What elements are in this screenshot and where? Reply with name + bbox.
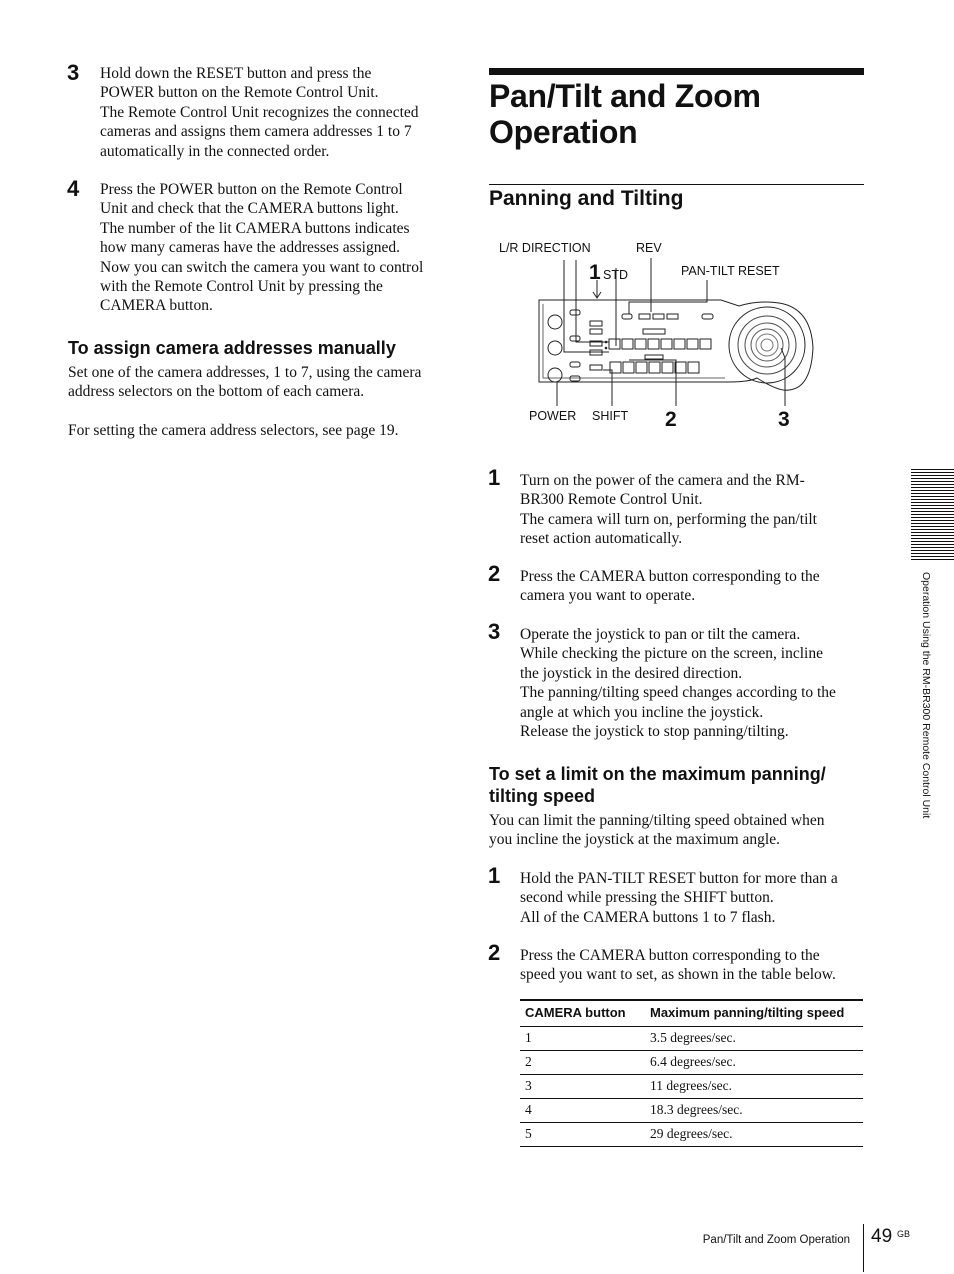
heading-line: tilting speed [489,786,596,806]
remote-control-diagram [489,230,864,435]
text-line: how many cameras have the addresses assigned. [100,239,400,257]
assign-paragraph [68,363,453,402]
label-pan-tilt-reset: PAN-TILT RESET [681,264,780,278]
table-cell: 2 [520,1050,645,1074]
text-line: For setting the camera address selectors, see page 19. [68,422,399,439]
limit-paragraph [489,811,864,850]
side-tab-stripes [911,469,954,560]
text-line: reset action automatically. [520,530,683,548]
label-lr-direction: L/R DIRECTION [499,241,591,255]
label-power: POWER [529,409,577,423]
table-cell: 6.4 degrees/sec. [645,1050,863,1074]
text-line: Operate the joystick to pan or tilt the camera. [520,626,801,643]
text-line: automatically in the connected order. [100,142,330,160]
label-std: STD [603,268,628,282]
page-title: Pan/Tilt and Zoom Operation [489,78,761,150]
table-row [520,1026,863,1050]
remote-control-drawing [489,230,864,435]
table-header: CAMERA button [520,1000,645,1026]
limit-heading [489,763,864,807]
text-line: Unit and check that the CAMERA buttons light. [100,200,399,218]
step-text [100,64,450,161]
step-text [520,567,865,606]
heading-line: To set a limit on the maximum panning/ [489,764,826,784]
step-number: 3 [67,60,80,85]
text-line: Hold the PAN-TILT RESET button for more than a [520,870,838,887]
text-line: Hold down the RESET button and press the [100,65,372,82]
callout-2: 2 [665,408,677,431]
step-number: 2 [488,561,501,586]
text-line: The camera will turn on, performing the pan/tilt [520,510,817,528]
label-rev: REV [636,241,662,255]
text-line: second while pressing the SHIFT button. [520,889,774,907]
text-line: The Remote Control Unit recognizes the connected [100,103,419,121]
step-number: 1 [488,465,501,490]
step-text [100,180,450,316]
table-cell: 5 [520,1122,645,1146]
table-row [520,1122,863,1146]
text-line: Press the CAMERA button corresponding to the [520,947,820,964]
text-line: you incline the joystick at the maximum angle. [489,831,780,849]
label-shift: SHIFT [592,409,629,423]
table-header: Maximum panning/tilting speed [645,1000,863,1026]
table-header-row [520,1000,863,1026]
callout-3: 3 [778,408,790,431]
table-row [520,1050,863,1074]
page-suffix: GB [897,1229,911,1239]
table-cell: 29 degrees/sec. [645,1122,863,1146]
footer-section: Pan/Tilt and Zoom Operation [702,1234,850,1246]
table-row [520,1098,863,1122]
setting-paragraph [68,421,453,440]
text-line: Press the POWER button on the Remote Control [100,181,403,198]
table-cell: 11 degrees/sec. [645,1074,863,1098]
text-line: All of the CAMERA buttons 1 to 7 flash. [520,908,776,926]
table-cell: 4 [520,1098,645,1122]
title-bar [489,68,864,75]
table-cell: 3.5 degrees/sec. [645,1026,863,1050]
section-rule [489,184,864,185]
section-title: Panning and Tilting [489,187,684,210]
text-line: address selectors on the bottom of each camera. [68,383,365,401]
text-line: While checking the picture on the screen, incline [520,645,823,663]
text-line: camera you want to operate. [520,587,696,605]
step-text [520,869,865,927]
step-text [520,946,865,985]
text-line: with the Remote Control Unit by pressing the [100,278,383,296]
footer-rule [863,1224,864,1272]
table-cell: 3 [520,1074,645,1098]
text-line: Press the CAMERA button corresponding to the [520,568,820,585]
side-tab-text: Operation Using the RM-BR300 Remote Control Unit [920,572,932,819]
table-cell: 1 [520,1026,645,1050]
step-text [520,625,865,741]
text-line: BR300 Remote Control Unit. [520,491,703,509]
text-line: CAMERA button. [100,297,213,315]
text-line: Release the joystick to stop panning/tilting. [520,723,789,741]
text-line: angle at which you incline the joystick. [520,703,764,721]
text-line: Now you can switch the camera you want to control [100,258,424,276]
text-line: You can limit the panning/tilting speed obtained when [489,812,825,829]
page-number: 49 [871,1226,893,1247]
step-number: 1 [488,863,501,888]
callout-1: 1 [589,261,601,284]
text-line: Set one of the camera addresses, 1 to 7, using the camera [68,364,422,381]
text-line: The number of the lit CAMERA buttons indicates [100,219,410,237]
step-number: 4 [67,176,80,201]
text-line: POWER button on the Remote Control Unit. [100,84,379,102]
text-line: The panning/tilting speed changes according to the [520,684,836,702]
text-line: Turn on the power of the camera and the RM- [520,472,805,489]
text-line: the joystick in the desired direction. [520,664,743,682]
text-line: speed you want to set, as shown in the table below. [520,966,836,984]
assign-heading: To assign camera addresses manually [68,338,396,358]
table-row [520,1074,863,1098]
step-text [520,471,865,549]
step-number: 2 [488,940,501,965]
step-number: 3 [488,619,501,644]
text-line: cameras and assigns them camera addresses 1 to 7 [100,123,412,141]
speed-table [520,999,863,1147]
table-cell: 18.3 degrees/sec. [645,1098,863,1122]
